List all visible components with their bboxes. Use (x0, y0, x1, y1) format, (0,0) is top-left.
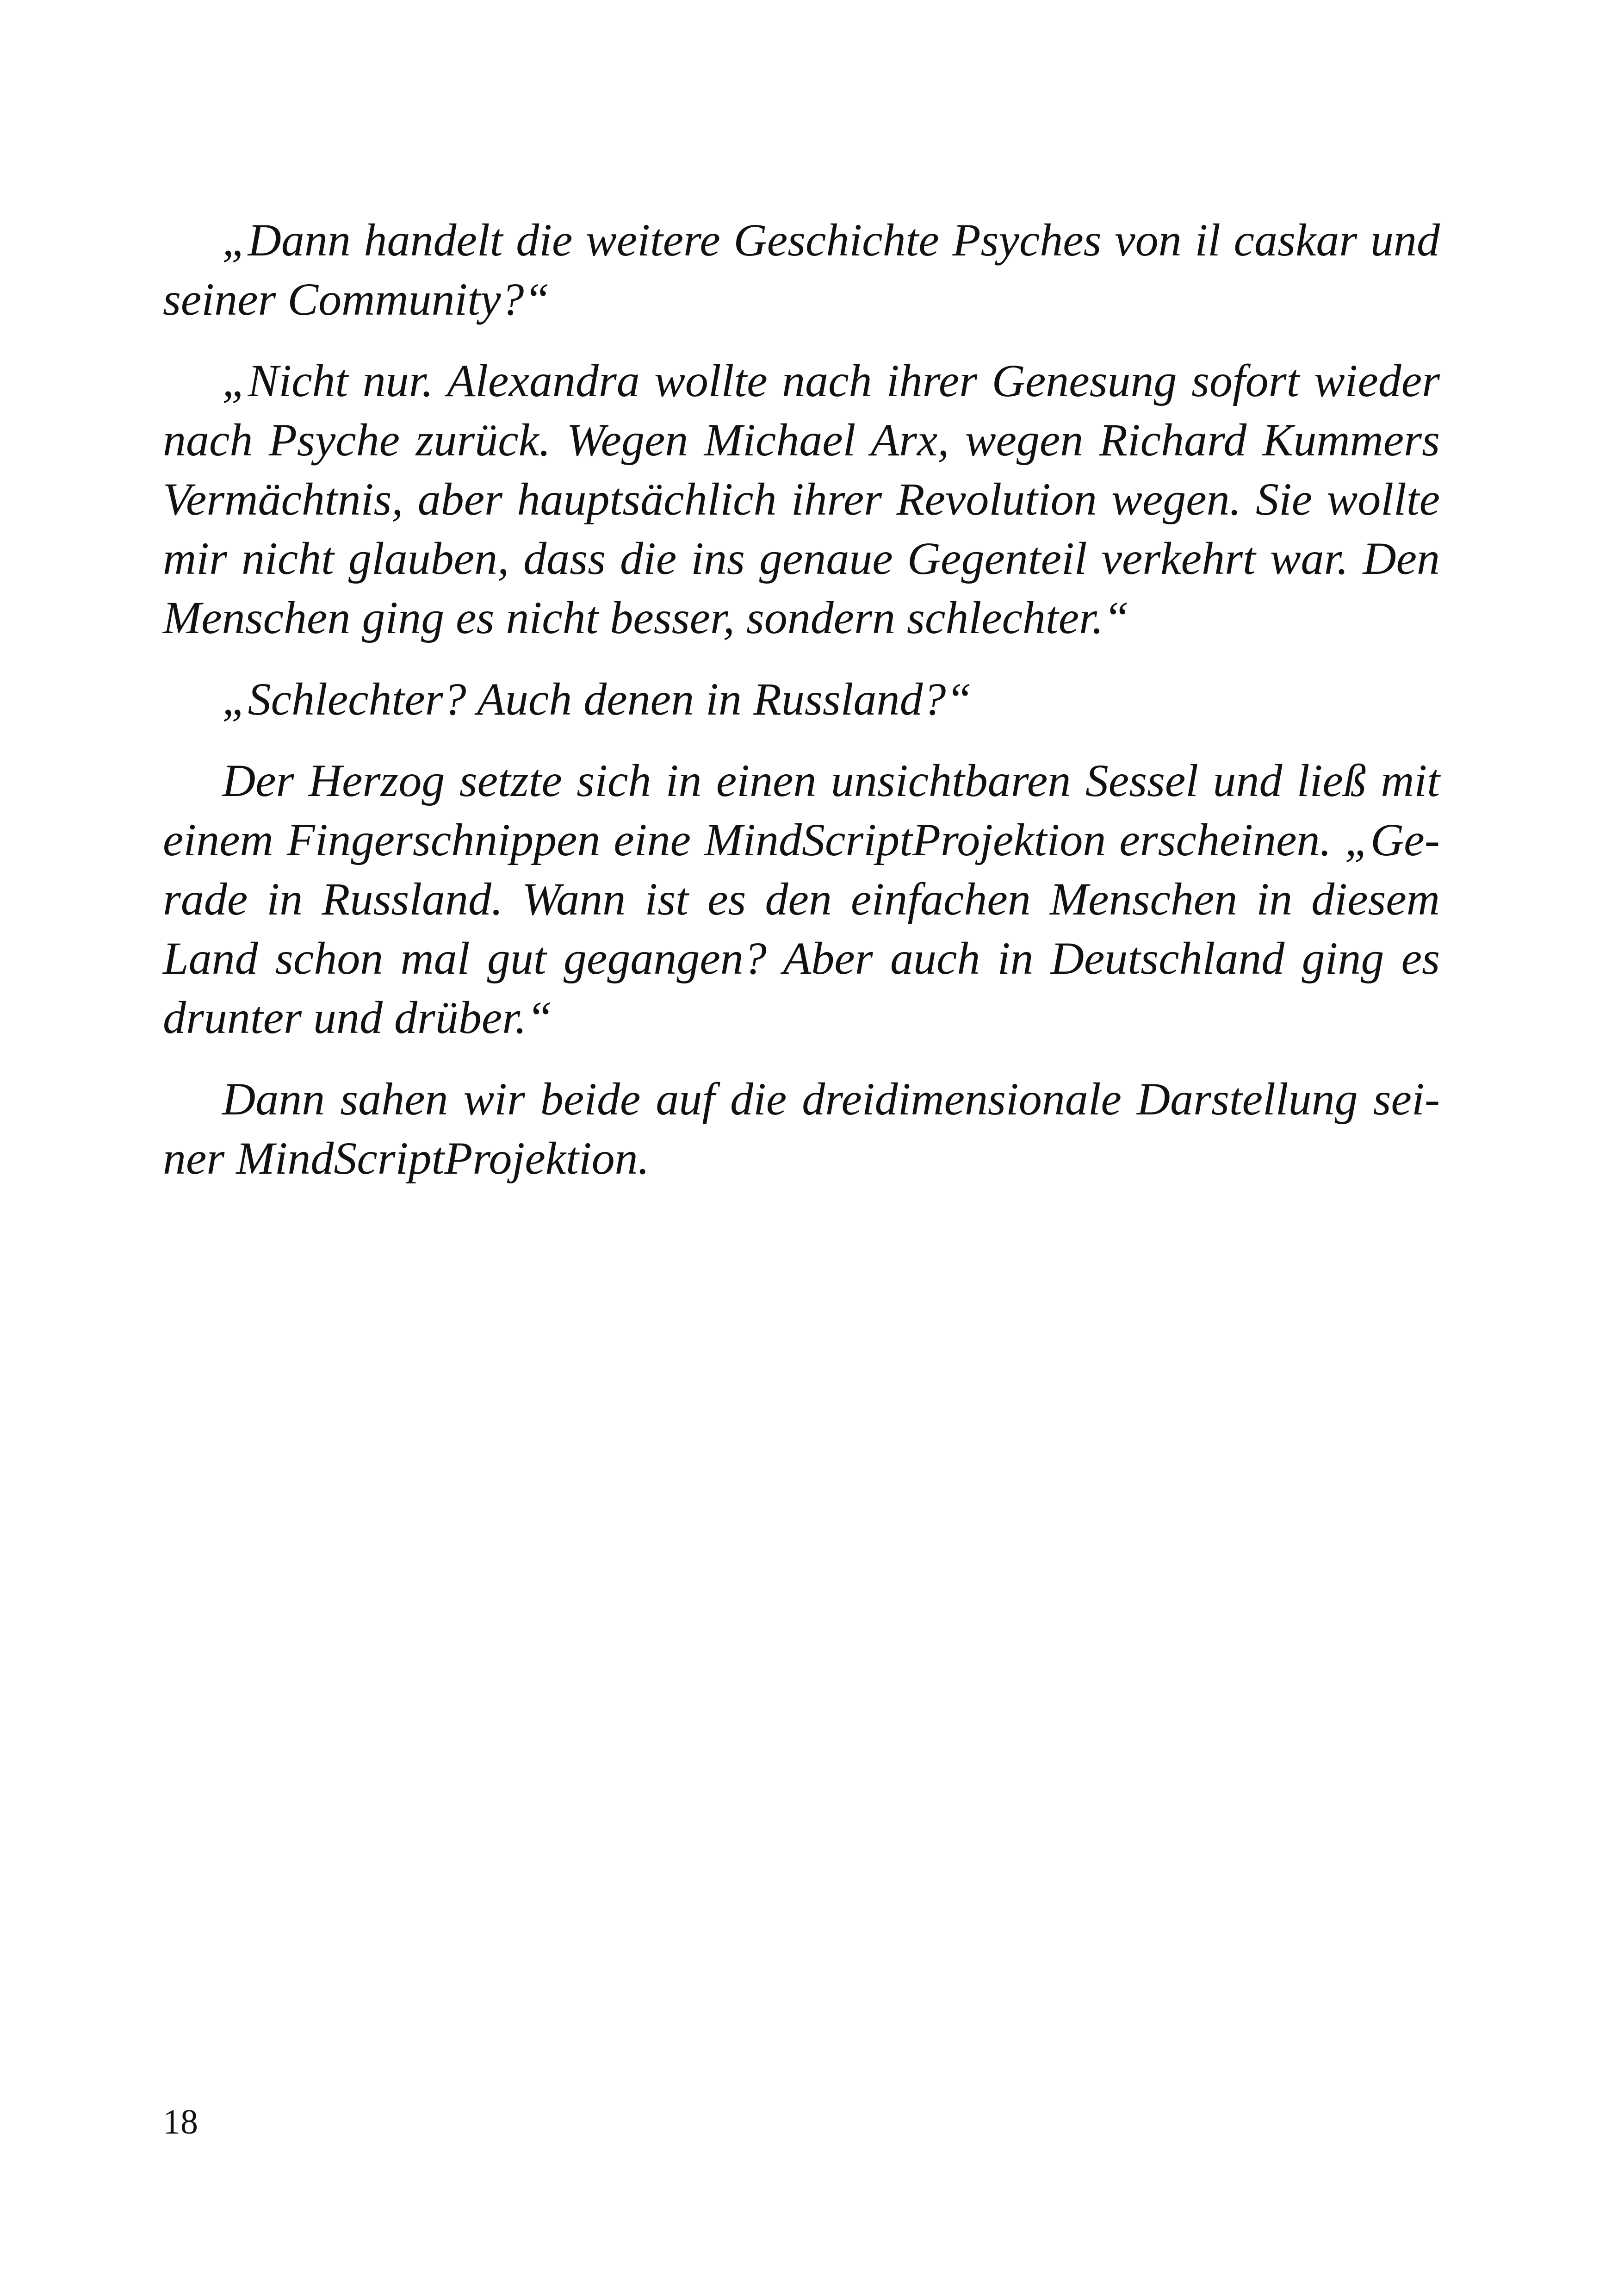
text-line: Land schon mal gut gegangen? Aber auch in Deutschland ging es (163, 933, 1440, 984)
text-line: seiner Community?“ (163, 274, 550, 325)
paragraph (163, 1070, 1440, 1188)
text-line: „Schlechter? Auch denen in Russland?“ (222, 673, 972, 725)
paragraph (163, 751, 1440, 1047)
text-line: rade in Russland. Wann ist es den einfachen Menschen in diesem (163, 873, 1440, 925)
text-line: Dann sahen wir beide auf die dreidimensionale Darstellung sei- (222, 1073, 1440, 1125)
text-line: Menschen ging es nicht besser, sondern schlechter.“ (163, 592, 1129, 643)
paragraph (163, 351, 1440, 647)
text-line: Vermächtnis, aber hauptsächlich ihrer Revolution wegen. Sie wollte (163, 473, 1440, 525)
text-line: „Dann handelt die weitere Geschichte Psyches von il caskar und (222, 214, 1440, 266)
body-text (163, 211, 1440, 1188)
text-line: nach Psyche zurück. Wegen Michael Arx, wegen Richard Kummers (163, 414, 1440, 466)
paragraph (163, 211, 1440, 329)
page-number: 18 (163, 2103, 198, 2141)
text-line: ner MindScriptProjektion. (163, 1132, 650, 1184)
text-line: Der Herzog setzte sich in einen unsichtbaren Sessel und ließ mit (222, 755, 1440, 806)
paragraph (163, 670, 1440, 729)
text-line: einem Fingerschnippen eine MindScriptProjektion erscheinen. „Ge- (163, 814, 1440, 865)
text-line: „Nicht nur. Alexandra wollte nach ihrer Genesung sofort wieder (222, 355, 1440, 406)
text-line: drunter und drüber.“ (163, 992, 552, 1043)
text-line: mir nicht glauben, dass die ins genaue Gegenteil verkehrt war. Den (163, 533, 1440, 584)
